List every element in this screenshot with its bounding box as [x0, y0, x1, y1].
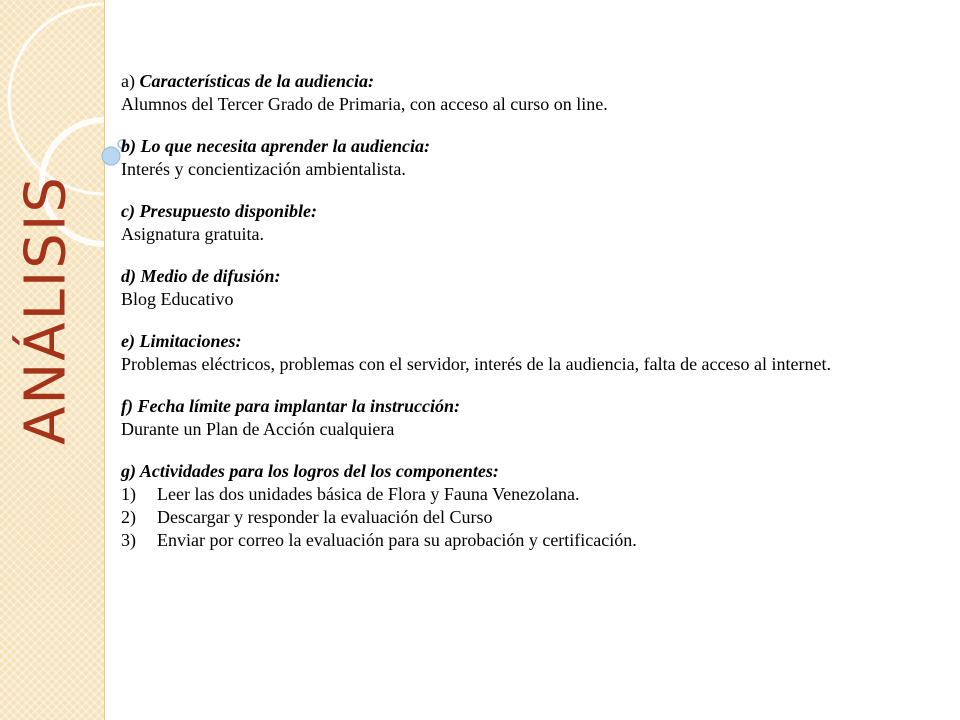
section-heading [121, 265, 937, 288]
section-deadline [121, 395, 937, 441]
section-heading [121, 200, 937, 223]
section-audience [121, 70, 937, 116]
section-budget [121, 200, 937, 246]
list-item [121, 506, 937, 529]
section-needs [121, 135, 937, 181]
content-area [121, 70, 937, 552]
section-body: Durante un Plan de Acción cualquiera [121, 419, 395, 439]
section-heading-text: Actividades para los logros del los componentes: [139, 461, 499, 481]
list-number: 3) [121, 530, 136, 550]
section-prefix: e) [121, 331, 135, 351]
section-activities [121, 460, 937, 552]
list-number: 2) [121, 507, 136, 527]
section-heading-text: Presupuesto disponible: [139, 201, 317, 221]
section-prefix: d) [121, 266, 136, 286]
slide-title: ANÁLISIS [13, 175, 79, 445]
section-heading [121, 395, 937, 418]
list-number: 1) [121, 484, 136, 504]
section-body: Blog Educativo [121, 289, 234, 309]
section-body: Alumnos del Tercer Grado de Primaria, con acceso al curso on line. [121, 94, 608, 114]
section-limitations [121, 330, 937, 376]
section-prefix: f) [121, 396, 133, 416]
section-body: Problemas eléctricos, problemas con el servidor, interés de la audiencia, falta de acceso al internet. [121, 354, 831, 374]
section-heading-text: Limitaciones: [139, 331, 242, 351]
section-heading [121, 135, 937, 158]
section-heading [121, 70, 937, 93]
section-heading-text: Fecha límite para implantar la instrucción: [137, 396, 461, 416]
section-prefix: c) [121, 201, 135, 221]
slide-title-wrap [6, 140, 86, 480]
section-heading-text: Características de la audiencia: [139, 71, 374, 91]
list-item [121, 529, 937, 552]
section-prefix: b) [121, 136, 136, 156]
list-item [121, 483, 937, 506]
section-medium [121, 265, 937, 311]
section-heading [121, 330, 937, 353]
section-heading [121, 460, 937, 483]
section-body: Asignatura gratuita. [121, 224, 264, 244]
list-text: Descargar y responder la evaluación del Curso [157, 507, 493, 527]
list-text: Enviar por correo la evaluación para su aprobación y certificación. [157, 530, 637, 550]
section-heading-text: Lo que necesita aprender la audiencia: [140, 136, 430, 156]
section-heading-text: Medio de difusión: [140, 266, 281, 286]
section-prefix: a) [121, 71, 135, 91]
section-prefix: g) [121, 461, 136, 481]
list-text: Leer las dos unidades básica de Flora y Fauna Venezolana. [157, 484, 580, 504]
section-body: Interés y concientización ambientalista. [121, 159, 406, 179]
